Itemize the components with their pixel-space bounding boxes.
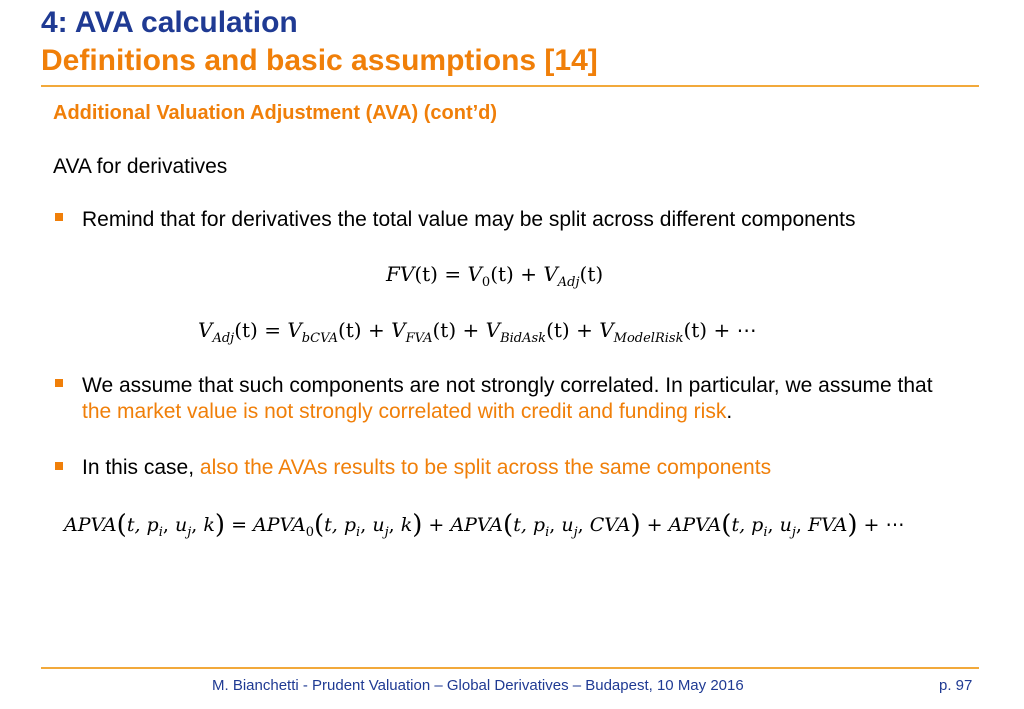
footer-divider — [41, 667, 979, 669]
bullet-marker — [55, 213, 63, 221]
highlight-text: also the AVAs results to be split across the same components — [199, 456, 772, 479]
slide-subtitle: Definitions and basic assumptions [14] — [41, 44, 598, 77]
bullet-2-text: We assume that such components are not strongly correlated. In particular, we assume that the market value is not strongly correlated with credit and funding risk. — [82, 374, 933, 423]
bullet-3-text: In this case, also the AVAs results to be split across the same components — [82, 456, 772, 479]
equation-apva: APVA(t, $p_i$, $u_j$, $k) = APVA_0(t$, $p_i$, $u_j$, k) + APVA(t, $p_i$, $u_j$, CVA) + APVA(t, $p_i$, $u_j$, FVA) + ⋯ — [64, 510, 905, 540]
page-number: p. 97 — [939, 677, 973, 694]
bullet-marker — [55, 462, 63, 470]
intro-text: AVA for derivatives — [53, 155, 228, 178]
bullet-1-text: Remind that for derivatives the total value may be split across different components — [82, 208, 856, 231]
bullet-marker — [55, 379, 63, 387]
equation-vadj: $V_{Adj}(t) = V_{bCVA}(t) + V_{FVA}(t) + V_{BidAsk}(t) + V_{ModelRisk}(t)$ + ⋯ — [198, 318, 757, 346]
section-heading: Additional Valuation Adjustment (AVA) (cont’d) — [53, 102, 498, 124]
highlight-text: the market value is not strongly correlated with credit and funding risk — [82, 400, 727, 423]
footer-text: M. Bianchetti - Prudent Valuation – Global Derivatives – Budapest, 10 May 2016 — [212, 677, 744, 694]
slide-title: 4: AVA calculation — [41, 6, 298, 39]
equation-fv: $FV(t) = V_0(t) + V_{Adj}(t)$ — [386, 262, 604, 290]
header-divider — [41, 85, 979, 87]
